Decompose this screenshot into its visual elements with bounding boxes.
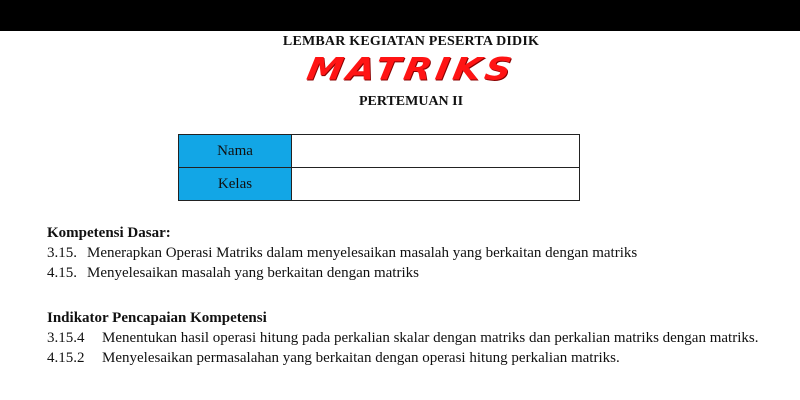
- class-field[interactable]: [292, 168, 580, 201]
- list-item: [47, 243, 782, 263]
- indikator-heading: Indikator Pencapaian Kompetensi: [47, 310, 267, 326]
- class-label: Kelas: [179, 168, 292, 201]
- document-header: [0, 34, 800, 110]
- list-item: [47, 328, 782, 348]
- student-identity-table: [178, 134, 580, 201]
- item-number: 4.15.2: [47, 350, 85, 366]
- top-black-bar: [0, 0, 800, 31]
- list-item: [47, 348, 782, 368]
- indikator-section: [47, 308, 782, 368]
- name-label: Nama: [179, 135, 292, 168]
- item-number: 4.15.: [47, 265, 77, 281]
- item-number: 3.15.: [47, 245, 77, 261]
- item-text: Menerapkan Operasi Matriks dalam menyelesaikan masalah yang berkaitan dengan matriks: [87, 245, 638, 261]
- identity-row-kelas: [179, 168, 580, 201]
- item-text: Menentukan hasil operasi hitung pada perkalian skalar dengan matriks dan perkalian matriks dengan matriks.: [102, 330, 759, 346]
- kompetensi-dasar-heading: Kompetensi Dasar:: [47, 225, 171, 241]
- worksheet-title: LEMBAR KEGIATAN PESERTA DIDIK: [282, 34, 540, 49]
- kompetensi-dasar-section: [47, 223, 782, 283]
- item-text: Menyelesaikan masalah yang berkaitan dengan matriks: [87, 265, 419, 281]
- item-number: 3.15.4: [47, 330, 85, 346]
- list-item: [47, 263, 782, 283]
- identity-row-nama: [179, 135, 580, 168]
- meeting-label: PERTEMUAN II: [358, 94, 464, 109]
- item-text: Menyelesaikan permasalahan yang berkaitan dengan operasi hitung perkalian matriks.: [102, 350, 620, 366]
- name-field[interactable]: [292, 135, 580, 168]
- subject-title: MATRIKS: [304, 51, 519, 88]
